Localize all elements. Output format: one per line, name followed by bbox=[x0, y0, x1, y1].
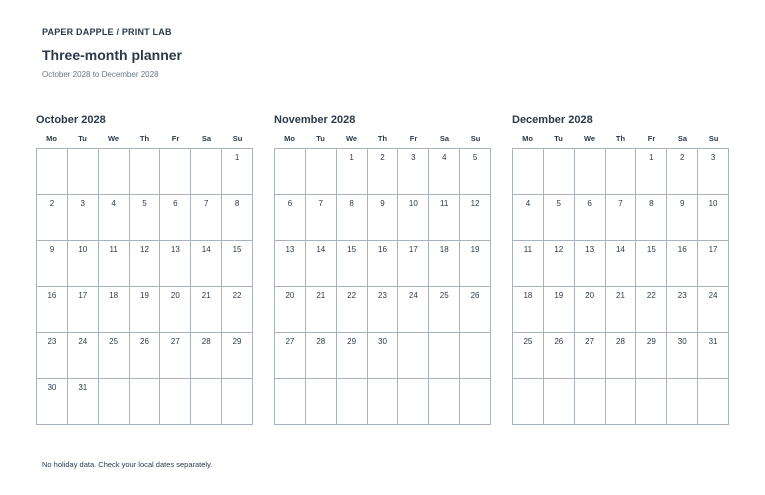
day-cell: 12 bbox=[544, 241, 575, 287]
day-cell: 6 bbox=[160, 195, 191, 241]
day-cell: 20 bbox=[275, 287, 306, 333]
day-cell: 12 bbox=[460, 195, 491, 241]
day-cell: 18 bbox=[513, 287, 544, 333]
weekday-label: Sa bbox=[677, 134, 688, 143]
day-cell: 20 bbox=[160, 287, 191, 333]
weekday-label: Tu bbox=[78, 134, 87, 143]
footer-note: No holiday data. Check your local dates separately. bbox=[42, 460, 213, 469]
day-cell: 22 bbox=[636, 287, 667, 333]
day-cell: 13 bbox=[160, 241, 191, 287]
day-cell: 6 bbox=[275, 195, 306, 241]
day-cell: 19 bbox=[544, 287, 575, 333]
month-calendar bbox=[36, 114, 253, 425]
empty-day-cell bbox=[99, 149, 130, 195]
day-cell: 23 bbox=[37, 333, 68, 379]
day-cell: 28 bbox=[306, 333, 337, 379]
empty-day-cell bbox=[698, 379, 729, 425]
day-cell: 5 bbox=[460, 149, 491, 195]
weekday-label: Th bbox=[139, 134, 150, 143]
day-cell: 9 bbox=[368, 195, 399, 241]
empty-day-cell bbox=[222, 379, 253, 425]
empty-day-cell bbox=[337, 379, 368, 425]
day-cell: 19 bbox=[460, 241, 491, 287]
month-calendar bbox=[274, 114, 491, 425]
empty-day-cell bbox=[513, 379, 544, 425]
day-cell: 15 bbox=[337, 241, 368, 287]
day-cell: 10 bbox=[68, 241, 99, 287]
empty-day-cell bbox=[460, 379, 491, 425]
day-cell: 24 bbox=[398, 287, 429, 333]
day-cell: 9 bbox=[667, 195, 698, 241]
day-cell: 25 bbox=[513, 333, 544, 379]
empty-day-cell bbox=[460, 333, 491, 379]
empty-day-cell bbox=[306, 379, 337, 425]
day-cell: 2 bbox=[667, 149, 698, 195]
weekday-label: Sa bbox=[201, 134, 212, 143]
day-cell: 28 bbox=[191, 333, 222, 379]
day-cell: 21 bbox=[606, 287, 637, 333]
weekday-label: Mo bbox=[46, 134, 57, 143]
day-cell: 2 bbox=[37, 195, 68, 241]
day-cell: 23 bbox=[368, 287, 399, 333]
day-cell: 30 bbox=[667, 333, 698, 379]
empty-day-cell bbox=[429, 333, 460, 379]
day-cell: 30 bbox=[368, 333, 399, 379]
empty-day-cell bbox=[306, 149, 337, 195]
day-cell: 29 bbox=[222, 333, 253, 379]
day-cell: 14 bbox=[606, 241, 637, 287]
day-cell: 1 bbox=[636, 149, 667, 195]
day-cell: 16 bbox=[667, 241, 698, 287]
day-cell: 12 bbox=[130, 241, 161, 287]
weekday-label: We bbox=[107, 134, 120, 143]
day-grid bbox=[36, 148, 253, 425]
empty-day-cell bbox=[606, 149, 637, 195]
day-cell: 21 bbox=[191, 287, 222, 333]
empty-day-cell bbox=[368, 379, 399, 425]
empty-day-cell bbox=[636, 379, 667, 425]
day-cell: 29 bbox=[337, 333, 368, 379]
empty-day-cell bbox=[544, 149, 575, 195]
day-cell: 9 bbox=[37, 241, 68, 287]
day-cell: 29 bbox=[636, 333, 667, 379]
empty-day-cell bbox=[667, 379, 698, 425]
weekday-label: Su bbox=[470, 134, 481, 143]
empty-day-cell bbox=[544, 379, 575, 425]
day-cell: 28 bbox=[606, 333, 637, 379]
weekday-label: Su bbox=[232, 134, 243, 143]
day-cell: 3 bbox=[398, 149, 429, 195]
day-cell: 27 bbox=[275, 333, 306, 379]
month-title: December 2028 bbox=[512, 114, 593, 126]
day-cell: 16 bbox=[368, 241, 399, 287]
day-cell: 18 bbox=[99, 287, 130, 333]
day-cell: 26 bbox=[130, 333, 161, 379]
day-cell: 8 bbox=[636, 195, 667, 241]
day-cell: 11 bbox=[429, 195, 460, 241]
day-cell: 5 bbox=[544, 195, 575, 241]
day-cell: 22 bbox=[337, 287, 368, 333]
day-cell: 25 bbox=[99, 333, 130, 379]
day-grid bbox=[274, 148, 491, 425]
day-cell: 3 bbox=[698, 149, 729, 195]
day-cell: 23 bbox=[667, 287, 698, 333]
day-cell: 7 bbox=[191, 195, 222, 241]
page-subtitle: October 2028 to December 2028 bbox=[42, 70, 159, 79]
weekday-label: Tu bbox=[554, 134, 563, 143]
empty-day-cell bbox=[191, 379, 222, 425]
day-cell: 1 bbox=[222, 149, 253, 195]
day-cell: 30 bbox=[37, 379, 68, 425]
day-cell: 19 bbox=[130, 287, 161, 333]
empty-day-cell bbox=[68, 149, 99, 195]
empty-day-cell bbox=[398, 379, 429, 425]
month-title: October 2028 bbox=[36, 114, 106, 126]
day-cell: 17 bbox=[398, 241, 429, 287]
day-cell: 22 bbox=[222, 287, 253, 333]
day-cell: 10 bbox=[398, 195, 429, 241]
weekday-label: Fr bbox=[171, 134, 180, 143]
empty-day-cell bbox=[160, 149, 191, 195]
day-cell: 14 bbox=[306, 241, 337, 287]
month-title: November 2028 bbox=[274, 114, 356, 126]
day-cell: 24 bbox=[698, 287, 729, 333]
day-cell: 4 bbox=[513, 195, 544, 241]
brand-label: PAPER DAPPLE / PRINT LAB bbox=[42, 27, 172, 37]
day-cell: 15 bbox=[636, 241, 667, 287]
empty-day-cell bbox=[275, 149, 306, 195]
weekday-label: Fr bbox=[647, 134, 656, 143]
day-cell: 10 bbox=[698, 195, 729, 241]
day-cell: 11 bbox=[99, 241, 130, 287]
day-cell: 4 bbox=[429, 149, 460, 195]
empty-day-cell bbox=[275, 379, 306, 425]
day-cell: 20 bbox=[575, 287, 606, 333]
day-cell: 1 bbox=[337, 149, 368, 195]
day-cell: 7 bbox=[606, 195, 637, 241]
day-grid bbox=[512, 148, 729, 425]
empty-day-cell bbox=[429, 379, 460, 425]
empty-day-cell bbox=[130, 379, 161, 425]
weekday-label: Tu bbox=[316, 134, 325, 143]
empty-day-cell bbox=[130, 149, 161, 195]
weekday-label: Th bbox=[377, 134, 388, 143]
empty-day-cell bbox=[606, 379, 637, 425]
day-cell: 14 bbox=[191, 241, 222, 287]
day-cell: 2 bbox=[368, 149, 399, 195]
empty-day-cell bbox=[575, 379, 606, 425]
day-cell: 21 bbox=[306, 287, 337, 333]
day-cell: 27 bbox=[575, 333, 606, 379]
day-cell: 25 bbox=[429, 287, 460, 333]
day-cell: 26 bbox=[460, 287, 491, 333]
weekday-label: We bbox=[583, 134, 596, 143]
day-cell: 13 bbox=[275, 241, 306, 287]
day-cell: 26 bbox=[544, 333, 575, 379]
day-cell: 31 bbox=[698, 333, 729, 379]
weekday-label: Sa bbox=[439, 134, 450, 143]
weekday-label: Mo bbox=[284, 134, 295, 143]
empty-day-cell bbox=[398, 333, 429, 379]
day-cell: 11 bbox=[513, 241, 544, 287]
empty-day-cell bbox=[513, 149, 544, 195]
day-cell: 31 bbox=[68, 379, 99, 425]
day-cell: 16 bbox=[37, 287, 68, 333]
day-cell: 24 bbox=[68, 333, 99, 379]
weekday-header bbox=[36, 134, 253, 148]
day-cell: 6 bbox=[575, 195, 606, 241]
empty-day-cell bbox=[575, 149, 606, 195]
empty-day-cell bbox=[191, 149, 222, 195]
day-cell: 27 bbox=[160, 333, 191, 379]
day-cell: 3 bbox=[68, 195, 99, 241]
page-title: Three-month planner bbox=[42, 47, 183, 63]
weekday-header bbox=[274, 134, 491, 148]
weekday-label: Mo bbox=[522, 134, 533, 143]
day-cell: 17 bbox=[68, 287, 99, 333]
weekday-label: Th bbox=[615, 134, 626, 143]
day-cell: 13 bbox=[575, 241, 606, 287]
empty-day-cell bbox=[160, 379, 191, 425]
day-cell: 8 bbox=[337, 195, 368, 241]
empty-day-cell bbox=[99, 379, 130, 425]
day-cell: 7 bbox=[306, 195, 337, 241]
weekday-label: We bbox=[345, 134, 358, 143]
empty-day-cell bbox=[37, 149, 68, 195]
day-cell: 17 bbox=[698, 241, 729, 287]
day-cell: 4 bbox=[99, 195, 130, 241]
day-cell: 18 bbox=[429, 241, 460, 287]
weekday-label: Fr bbox=[409, 134, 418, 143]
day-cell: 8 bbox=[222, 195, 253, 241]
day-cell: 5 bbox=[130, 195, 161, 241]
day-cell: 15 bbox=[222, 241, 253, 287]
weekday-label: Su bbox=[708, 134, 719, 143]
weekday-header bbox=[512, 134, 729, 148]
month-calendar bbox=[512, 114, 729, 425]
